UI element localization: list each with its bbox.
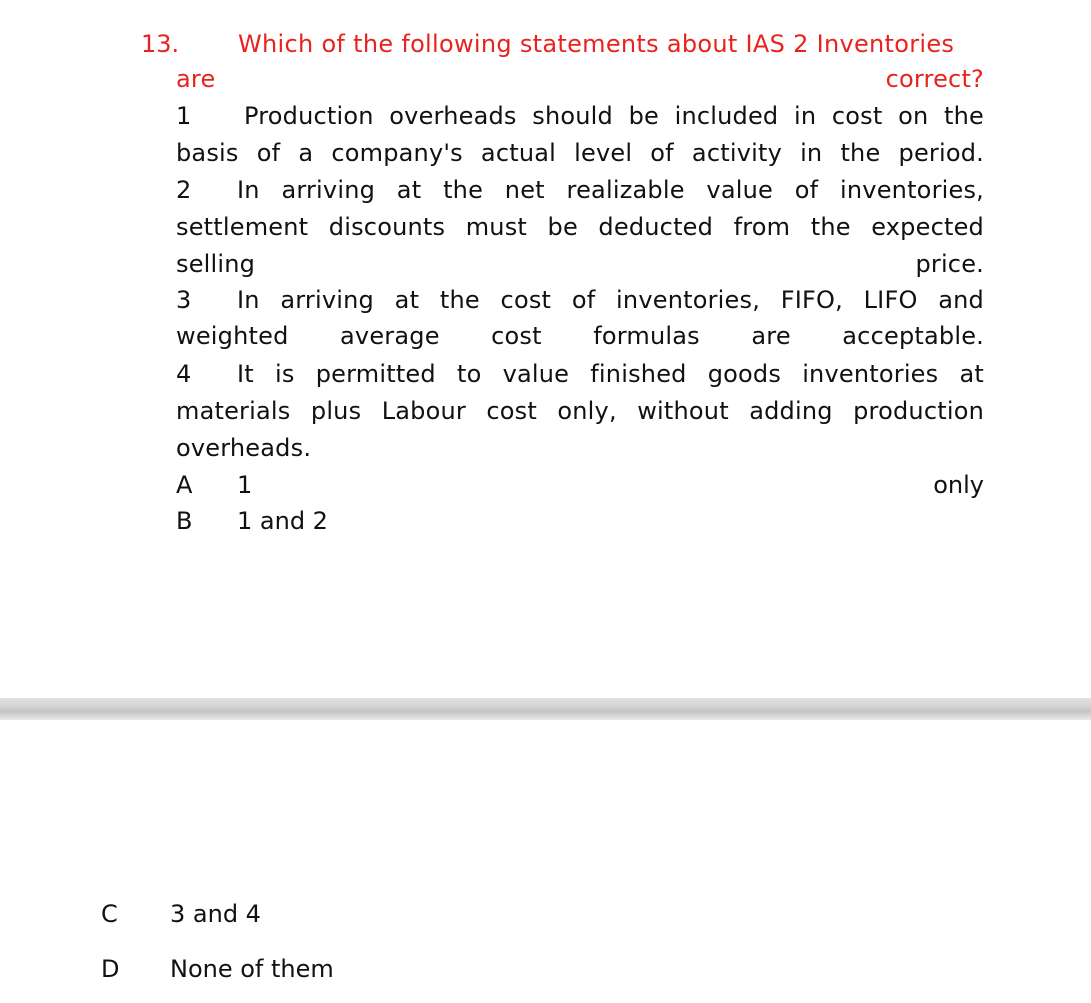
statement-4-text: It is permitted to value finished goods inventories at <box>237 360 984 388</box>
question-text-line-1: Which of the following statements about IAS 2 Inventories <box>238 30 955 58</box>
question-number: 13. <box>141 30 180 58</box>
option-b-letter: B <box>176 507 193 535</box>
option-a-letter: A <box>176 471 193 499</box>
statement-2-text: In arriving at the net realizable value of inventories, <box>237 176 984 204</box>
question-text-correct: correct? <box>885 65 984 93</box>
statement-4-continued: materials plus Labour cost only, without adding production <box>176 397 984 425</box>
statement-1-text: Production overheads should be included in cost on the <box>244 102 984 130</box>
option-a-text: 1 <box>237 471 253 499</box>
statement-3-continued: weighted average cost formulas are acceptable. <box>176 322 984 350</box>
statement-2-word-selling: selling <box>176 250 256 278</box>
statement-1-number: 1 <box>176 102 192 130</box>
statement-3-text: In arriving at the cost of inventories, FIFO, LIFO and <box>237 286 984 314</box>
statement-2-word-price: price. <box>915 250 984 278</box>
question-text-line-2 <box>176 61 984 98</box>
statement-2-continued: settlement discounts must be deducted from the expected <box>176 213 984 241</box>
statement-1-continued: basis of a company's actual level of activity in the period. <box>176 139 984 167</box>
statement-3-number: 3 <box>176 286 192 314</box>
option-d-letter: D <box>101 955 120 983</box>
statement-4-last-line: overheads. <box>176 434 312 462</box>
statement-4-number: 4 <box>176 360 192 388</box>
page-2 <box>0 720 1091 1003</box>
option-d-text: None of them <box>170 955 334 983</box>
question-text-are: are <box>176 65 216 93</box>
statement-2-last-line <box>176 246 984 283</box>
option-b-text: 1 and 2 <box>237 507 328 535</box>
statement-2-number: 2 <box>176 176 192 204</box>
page-break-divider <box>0 698 1091 720</box>
option-a-trailing: only <box>933 471 984 499</box>
option-c-text: 3 and 4 <box>170 900 261 928</box>
option-c-letter: C <box>101 900 118 928</box>
